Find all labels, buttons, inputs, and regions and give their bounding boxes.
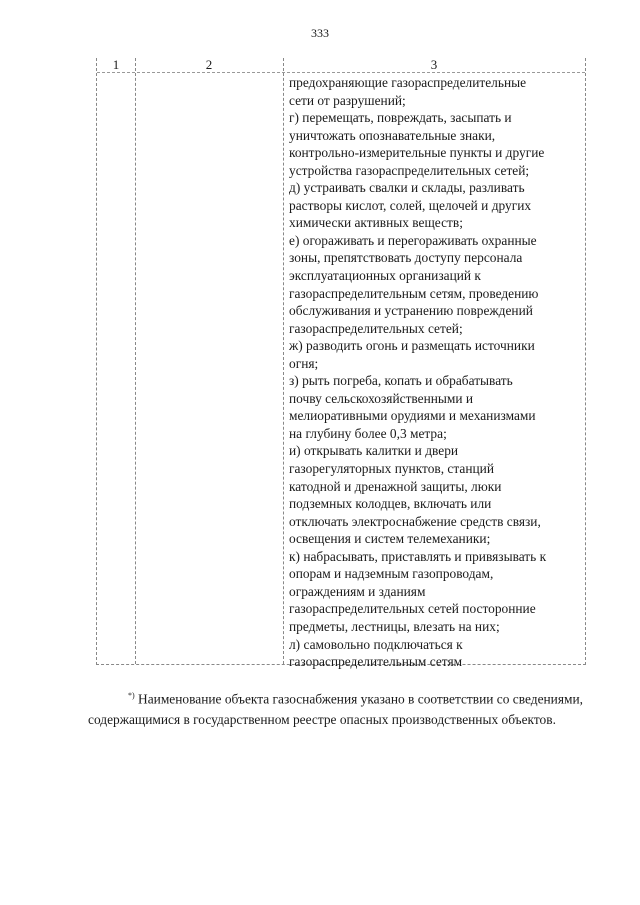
text-line: д) устраивать свалки и склады, разливать (289, 180, 525, 196)
footnote-marker: *) (128, 691, 135, 700)
column-header-1: 1 (112, 57, 120, 72)
column-divider-1 (135, 58, 136, 664)
text-line: газораспределительных сетей; (289, 320, 463, 336)
text-line: з) рыть погреба, копать и обрабатывать (289, 373, 513, 389)
text-line: обслуживания и устранению повреждений (289, 303, 533, 319)
column-header-2: 2 (205, 57, 213, 72)
text-line: газораспределительным сетям, проведению (289, 285, 539, 301)
text-line: г) перемещать, повреждать, засыпать и (289, 110, 512, 126)
column-divider-2 (283, 58, 284, 664)
text-line: контрольно-измерительные пункты и другие (289, 145, 545, 161)
text-line: опорам и надземным газопроводам, (289, 566, 494, 582)
text-line: сети от разрушений; (289, 92, 406, 108)
text-line: газораспределительным сетям (289, 654, 463, 670)
text-line: огня; (289, 355, 319, 371)
text-line: подземных колодцев, включать или (289, 496, 492, 512)
footnote (88, 686, 583, 730)
text-line: эксплуатационных организаций к (289, 268, 481, 284)
text-line: л) самовольно подключаться к (289, 636, 463, 652)
text-line: и) открывать калитки и двери (289, 443, 459, 459)
text-line: химически активных веществ; (289, 215, 463, 231)
text-line: к) набрасывать, приставлять и привязывать к (289, 548, 547, 564)
text-line: почву сельскохозяйственными и (289, 390, 474, 406)
text-line: мелиоративными орудиями и механизмами (289, 408, 536, 424)
text-line: предохраняющие газораспределительные (289, 75, 527, 90)
text-line: уничтожать опознавательные знаки, (289, 127, 496, 143)
header-divider (97, 72, 585, 73)
text-line: на глубину более 0,3 метра; (289, 425, 447, 441)
text-line: отключать электроснабжение средств связи, (289, 513, 541, 529)
text-line: газорегуляторных пунктов, станций (289, 461, 495, 477)
page-number: 333 (311, 26, 329, 40)
text-line: катодной и дренажной защиты, люки (289, 478, 502, 494)
footnote-text: Наименование объекта газоснабжения указано в соответствии со сведениями, содержащимися в государственном реестре опасных производственных объектов. (88, 691, 583, 727)
text-line: предметы, лестницы, влезать на них; (289, 618, 500, 634)
text-line: ж) разводить огонь и размещать источники (289, 338, 535, 354)
text-line: устройства газораспределительных сетей; (289, 162, 530, 178)
column-header-3: 3 (430, 57, 438, 72)
text-line: растворы кислот, солей, щелочей и других (289, 197, 532, 213)
text-line: ограждениям и зданиям (289, 583, 426, 599)
document-table (96, 57, 586, 670)
text-line: е) огораживать и перегораживать охранные (289, 232, 537, 248)
text-line: освещения и систем телемеханики; (289, 531, 491, 547)
column-3-text (289, 74, 583, 671)
text-line: зоны, препятствовать доступу персонала (289, 250, 523, 266)
text-line: газораспределительных сетей посторонние (289, 601, 536, 617)
